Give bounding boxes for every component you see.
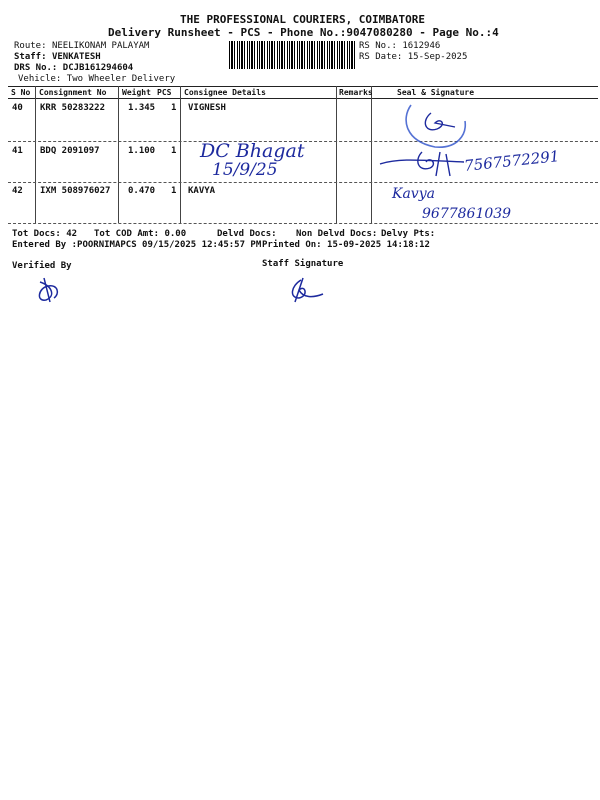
row-weight: 1.345	[128, 103, 156, 113]
row-weight: 0.470	[128, 186, 156, 196]
column-divider	[118, 86, 119, 223]
route-label: Route:	[14, 41, 47, 51]
row-pcs: 1	[171, 186, 177, 196]
delivery-points: Delvy Pts:	[381, 229, 436, 239]
route-line	[14, 41, 149, 51]
row-separator	[8, 182, 598, 183]
row-consignee: VIGNESH	[188, 103, 226, 113]
tot-docs-value: 42	[66, 229, 78, 239]
row-consignment: IXM 508976027	[40, 186, 111, 196]
route-value: NEELIKONAM PALAYAM	[51, 41, 150, 51]
row-consignment: KRR 50283222	[40, 103, 106, 113]
column-divider	[35, 86, 36, 223]
non-delivered-docs: Non Delvd Docs:	[296, 229, 378, 239]
table-bottom-border	[8, 223, 598, 224]
staff-line	[14, 52, 101, 62]
vehicle-label: Vehicle:	[18, 74, 62, 84]
printed-on: Printed On: 15-09-2025 14:18:12	[262, 240, 430, 250]
tot-docs	[12, 229, 77, 239]
barcode	[229, 41, 355, 69]
staff-signature-label: Staff Signature	[262, 259, 344, 269]
signature-scribble	[378, 146, 468, 182]
handwritten-date: 15/9/25	[212, 160, 278, 180]
handwritten-phone: 7567572291	[463, 147, 561, 175]
handwritten-name: DC Bhagat	[200, 140, 305, 162]
vehicle-value: Two Wheeler Delivery	[66, 74, 176, 84]
handwritten-phone: 9677861039	[422, 206, 512, 222]
row-pcs: 1	[171, 146, 177, 156]
header-seal-signature: Seal & Signature	[397, 88, 475, 97]
row-sno: 42	[12, 186, 23, 196]
tot-cod-value: 0.00	[164, 229, 187, 239]
table-header-border	[8, 98, 598, 99]
row-consignee: KAVYA	[188, 186, 216, 196]
tot-cod-amount	[94, 229, 186, 239]
staff-label: Staff:	[14, 52, 47, 62]
row-consignment: BDQ 2091097	[40, 146, 100, 156]
delivered-docs: Delvd Docs:	[217, 229, 277, 239]
company-title: THE PROFESSIONAL COURIERS, COIMBATORE	[180, 13, 426, 26]
drs-label: DRS No.:	[14, 63, 58, 73]
row-sno: 41	[12, 146, 23, 156]
column-divider	[180, 86, 181, 223]
tot-docs-label: Tot Docs:	[12, 229, 61, 239]
header-weight: Weight	[122, 88, 151, 97]
vehicle-line	[18, 74, 175, 84]
header-remarks: Remarks	[339, 88, 373, 97]
handwritten-name: Kavya	[392, 186, 435, 202]
header-consignment: Consignment No	[39, 88, 107, 97]
header-consignee: Consignee Details	[184, 88, 266, 97]
drs-line	[14, 63, 133, 73]
entered-by: Entered By :POORNIMAPCS 09/15/2025 12:45:57 PM	[12, 240, 262, 250]
column-divider	[371, 86, 372, 223]
tot-cod-label: Tot COD Amt:	[94, 229, 160, 239]
verified-by-label: Verified By	[12, 261, 72, 271]
rs-date: RS Date: 15-Sep-2025	[359, 52, 468, 62]
row-sno: 40	[12, 103, 23, 113]
staff-value: VENKATESH	[51, 52, 101, 62]
runsheet-subtitle: Delivery Runsheet - PCS - Phone No.:9047080280 - Page No.:4	[108, 26, 499, 39]
table-top-border	[8, 86, 598, 87]
drs-value: DCJB161294604	[62, 63, 134, 73]
header-sno: S No	[11, 88, 31, 97]
verified-signature	[34, 276, 64, 304]
rs-number: RS No.: 1612946	[359, 41, 441, 51]
header-pcs: PCS	[157, 88, 172, 97]
staff-signature	[283, 276, 327, 304]
row-pcs: 1	[171, 103, 177, 113]
column-divider	[336, 86, 337, 223]
row-weight: 1.100	[128, 146, 156, 156]
